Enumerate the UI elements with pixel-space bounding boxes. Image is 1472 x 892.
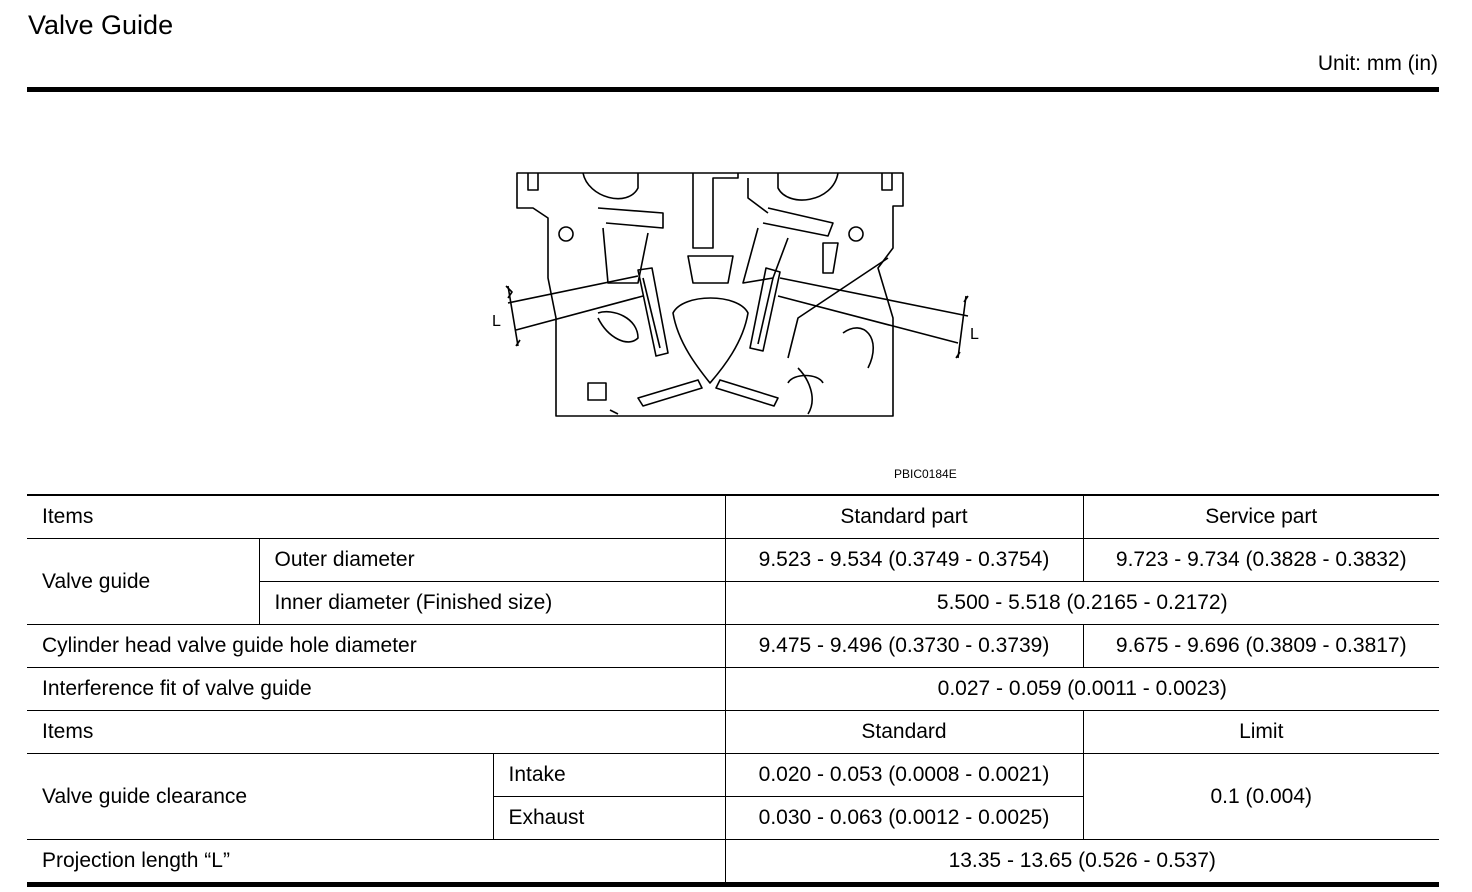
- figure-code: PBIC0184E: [894, 467, 957, 481]
- header-items-2: Items: [27, 711, 725, 754]
- page-title: Valve Guide: [28, 10, 174, 40]
- exhaust-label: Exhaust: [493, 797, 725, 840]
- clearance-limit: 0.1 (0.004): [1083, 754, 1439, 840]
- table-row: [27, 754, 1439, 797]
- valve-guide-label: Valve guide: [27, 539, 259, 625]
- dimension-label-left: L: [492, 313, 501, 330]
- header-limit: Limit: [1083, 711, 1439, 754]
- header-service-part: Service part: [1083, 495, 1439, 539]
- clearance-label: Valve guide clearance: [27, 754, 493, 840]
- title-divider: [27, 87, 1439, 92]
- table-header-row: [27, 495, 1439, 539]
- projection-length-label: Projection length “L”: [27, 840, 725, 885]
- header-standard: Standard: [725, 711, 1083, 754]
- header-standard-part: Standard part: [725, 495, 1083, 539]
- intake-label: Intake: [493, 754, 725, 797]
- header-items: Items: [27, 495, 725, 539]
- dimension-label-right: L: [970, 326, 979, 343]
- unit-label: Unit: mm (in): [1317, 52, 1438, 75]
- inner-diameter-value: 5.500 - 5.518 (0.2165 - 0.2172): [725, 582, 1439, 625]
- hole-diameter-service: 9.675 - 9.696 (0.3809 - 0.3817): [1083, 625, 1439, 668]
- hole-diameter-label: Cylinder head valve guide hole diameter: [27, 625, 725, 668]
- interference-fit-label: Interference fit of valve guide: [27, 668, 725, 711]
- intake-standard: 0.020 - 0.053 (0.0008 - 0.0021): [725, 754, 1083, 797]
- interference-fit-value: 0.027 - 0.059 (0.0011 - 0.0023): [725, 668, 1439, 711]
- inner-diameter-label: Inner diameter (Finished size): [259, 582, 725, 625]
- valve-guide-spec-table: [27, 494, 1439, 887]
- projection-length-value: 13.35 - 13.65 (0.526 - 0.537): [725, 840, 1439, 885]
- table-header-row: [27, 711, 1439, 754]
- table-row: [27, 625, 1439, 668]
- table-row: [27, 840, 1439, 885]
- table-row: [27, 539, 1439, 582]
- cylinder-head-valve-guide-diagram: [488, 168, 988, 424]
- table-row: [27, 668, 1439, 711]
- outer-diameter-service: 9.723 - 9.734 (0.3828 - 0.3832): [1083, 539, 1439, 582]
- hole-diameter-standard: 9.475 - 9.496 (0.3730 - 0.3739): [725, 625, 1083, 668]
- outer-diameter-label: Outer diameter: [259, 539, 725, 582]
- exhaust-standard: 0.030 - 0.063 (0.0012 - 0.0025): [725, 797, 1083, 840]
- outer-diameter-standard: 9.523 - 9.534 (0.3749 - 0.3754): [725, 539, 1083, 582]
